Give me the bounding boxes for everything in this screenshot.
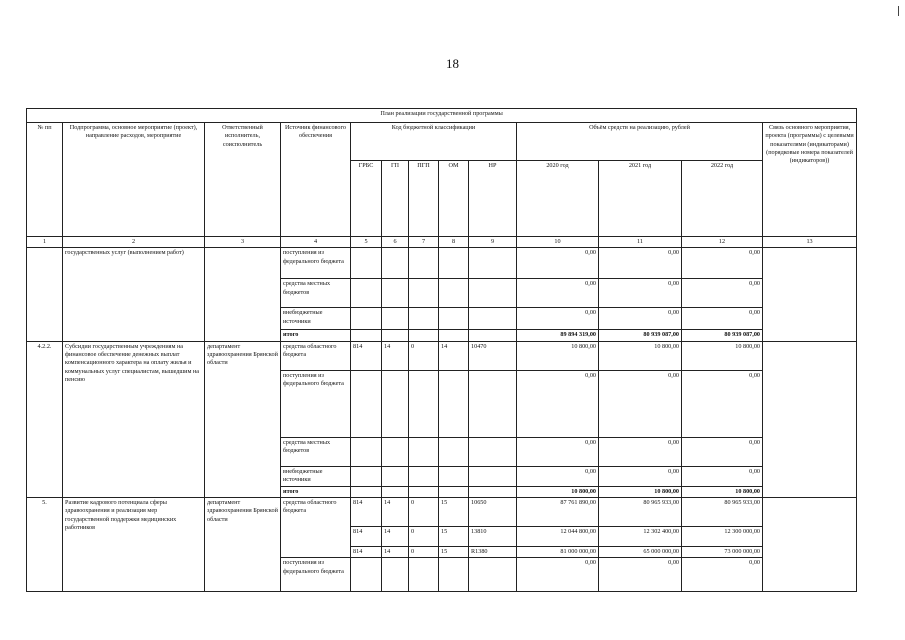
value-2021: 0,00 <box>599 466 682 486</box>
value-2022: 0,00 <box>682 279 763 308</box>
row-no: 4.2.2. <box>27 341 63 497</box>
row-link <box>763 498 857 592</box>
code-pgp: 0 <box>409 547 439 558</box>
code-pgp: 0 <box>409 527 439 547</box>
header-2022: 2022 год <box>682 161 763 237</box>
value-2022: 12 300 000,00 <box>682 527 763 547</box>
code-np: 10650 <box>469 498 517 527</box>
row-source: поступления из федерального бюджета <box>281 370 351 437</box>
row-no: 5. <box>27 498 63 592</box>
col-number: 6 <box>382 237 409 248</box>
value-2022: 10 800,00 <box>682 341 763 370</box>
header-gp: ГП <box>382 161 409 237</box>
code-om: 14 <box>439 341 469 370</box>
value-2020: 89 894 319,00 <box>517 330 599 341</box>
row-source: итого <box>281 486 351 497</box>
code-gp: 14 <box>382 547 409 558</box>
header-om: ОМ <box>439 161 469 237</box>
row-source: средства местных бюджетов <box>281 437 351 466</box>
row-text: Развитие кадрового потенциала сферы здравоохранения и реализация мер государственной поддержки медицинских работников <box>63 498 205 592</box>
value-2022: 73 000 000,00 <box>682 547 763 558</box>
edge-mark <box>898 6 899 16</box>
value-2020: 0,00 <box>517 466 599 486</box>
value-2022: 0,00 <box>682 437 763 466</box>
header-2021: 2021 год <box>599 161 682 237</box>
value-2021: 12 302 400,00 <box>599 527 682 547</box>
table-row <box>27 341 857 370</box>
value-2021: 0,00 <box>599 279 682 308</box>
header-np: НР <box>469 161 517 237</box>
col-number: 5 <box>351 237 382 248</box>
header-grbs: ГРБС <box>351 161 382 237</box>
row-no <box>27 248 63 341</box>
value-2020: 10 800,00 <box>517 341 599 370</box>
col-number: 4 <box>281 237 351 248</box>
value-2022: 80 939 087,00 <box>682 330 763 341</box>
value-2022: 0,00 <box>682 308 763 330</box>
table-row <box>27 498 857 527</box>
value-2021: 0,00 <box>599 558 682 592</box>
col-number: 9 <box>469 237 517 248</box>
row-source: средства областного бюджета <box>281 498 351 558</box>
row-responsible <box>205 248 281 341</box>
header-pgp: ПГП <box>409 161 439 237</box>
code-grbs: 814 <box>351 527 382 547</box>
col-number: 11 <box>599 237 682 248</box>
header-link: Связь основного мероприятия, проекта (программы) с целевыми показателями (индикаторами) (порядковые номера показателей (индикаторов)) <box>763 123 857 237</box>
value-2021: 0,00 <box>599 308 682 330</box>
code-np: 13810 <box>469 527 517 547</box>
header-source: Источник финансового обеспечения <box>281 123 351 237</box>
value-2021: 10 800,00 <box>599 486 682 497</box>
header-subprogram: Подпрограмма, основное мероприятие (проект), направление расходов, мероприятие <box>63 123 205 237</box>
col-number: 7 <box>409 237 439 248</box>
header-row-1 <box>27 123 857 161</box>
value-2021: 65 000 000,00 <box>599 547 682 558</box>
col-number: 3 <box>205 237 281 248</box>
code-grbs: 814 <box>351 547 382 558</box>
value-2022: 0,00 <box>682 370 763 437</box>
column-number-row <box>27 237 857 248</box>
page-number: 18 <box>446 56 459 71</box>
value-2020: 10 800,00 <box>517 486 599 497</box>
header-budget-code: Код бюджетной классификации <box>351 123 517 161</box>
row-link <box>763 248 857 341</box>
row-responsible: департамент здравоохранения Брянской области <box>205 498 281 592</box>
value-2021: 80 965 933,00 <box>599 498 682 527</box>
col-number: 12 <box>682 237 763 248</box>
row-source: итого <box>281 330 351 341</box>
title-row <box>27 109 857 123</box>
header-funds: Объём средств на реализацию, рублей <box>517 123 763 161</box>
row-source: средства местных бюджетов <box>281 279 351 308</box>
value-2021: 10 800,00 <box>599 341 682 370</box>
header-responsible: Ответственный исполнитель, соисполнитель <box>205 123 281 237</box>
code-gp: 14 <box>382 341 409 370</box>
col-number: 10 <box>517 237 599 248</box>
code-grbs: 814 <box>351 498 382 527</box>
value-2020: 0,00 <box>517 370 599 437</box>
row-text: государственных услуг (выполнением работ) <box>63 248 205 341</box>
code-pgp: 0 <box>409 341 439 370</box>
value-2022: 10 800,00 <box>682 486 763 497</box>
row-source: поступления из федерального бюджета <box>281 248 351 279</box>
value-2020: 0,00 <box>517 437 599 466</box>
code-om: 15 <box>439 527 469 547</box>
col-number: 8 <box>439 237 469 248</box>
row-source: поступления из федерального бюджета <box>281 558 351 592</box>
code-gp: 14 <box>382 527 409 547</box>
value-2020: 0,00 <box>517 558 599 592</box>
value-2022: 0,00 <box>682 558 763 592</box>
code-om: 15 <box>439 547 469 558</box>
table-title: План реализации государственной программы <box>27 109 857 123</box>
header-no: № пп <box>27 123 63 237</box>
row-source: внебюджетные источники <box>281 308 351 330</box>
col-number: 13 <box>763 237 857 248</box>
value-2020: 87 761 890,00 <box>517 498 599 527</box>
header-2020: 2020 год <box>517 161 599 237</box>
value-2022: 80 965 933,00 <box>682 498 763 527</box>
value-2020: 0,00 <box>517 279 599 308</box>
col-number: 1 <box>27 237 63 248</box>
row-responsible: департамент здравоохранения Брянской области <box>205 341 281 497</box>
plan-table <box>26 108 857 592</box>
col-number: 2 <box>63 237 205 248</box>
code-om: 15 <box>439 498 469 527</box>
table-row <box>27 248 857 279</box>
row-source: внебюджетные источники <box>281 466 351 486</box>
code-np: R1380 <box>469 547 517 558</box>
value-2022: 0,00 <box>682 248 763 279</box>
value-2021: 0,00 <box>599 248 682 279</box>
code-np: 10470 <box>469 341 517 370</box>
value-2020: 0,00 <box>517 308 599 330</box>
row-link <box>763 341 857 497</box>
row-text: Субсидии государственным учреждениям на финансовое обеспечение денежных выплат компенсационного характера на оплату жилья и коммунальных услуг специалистам, вышедшим на пенсию <box>63 341 205 497</box>
value-2021: 0,00 <box>599 370 682 437</box>
value-2022: 0,00 <box>682 466 763 486</box>
code-pgp: 0 <box>409 498 439 527</box>
value-2021: 0,00 <box>599 437 682 466</box>
code-gp: 14 <box>382 498 409 527</box>
value-2020: 81 000 000,00 <box>517 547 599 558</box>
value-2020: 12 044 800,00 <box>517 527 599 547</box>
row-source: средства областного бюджета <box>281 341 351 370</box>
code-grbs: 814 <box>351 341 382 370</box>
value-2020: 0,00 <box>517 248 599 279</box>
value-2021: 80 939 087,00 <box>599 330 682 341</box>
